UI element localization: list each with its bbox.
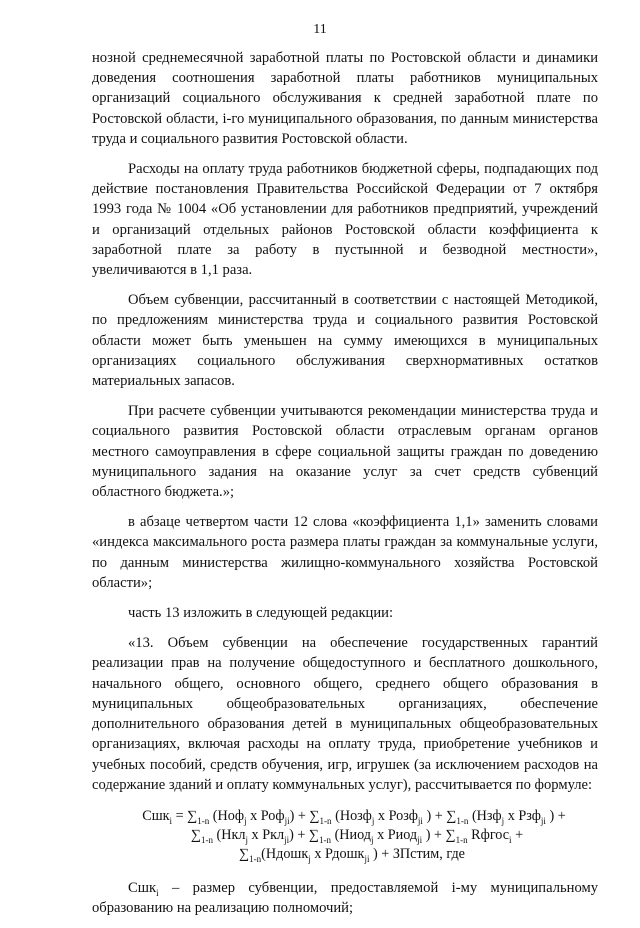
paragraph-definition: Сшк$_i$ – размер субвенции, предоставляемой i-му муниципальному образованию на реализацию полномочий;	[92, 879, 598, 917]
formula-line-1: $Сшк_i = \sum_{1-n}$ (Ноф$_j$ х $Роф_{ji}) + \sum_{1-n}$ (Нозф$_j$ х Розф$_{ji}$ ) + $\sum_{1-n}$ (Нзф$_j$ х Рзф$_{ji}$ ) +	[142, 807, 566, 826]
paragraph-4: При расчете субвенции учитываются рекомендации министерства труда и социального развития Ростовской области отраслевым органам органов местного самоуправления в сфере социальной защиты граждан по доведению муниципального задания на оказание услуг за счет средств субвенций областного бюджета.»;	[92, 403, 598, 501]
paragraph-2: Расходы на оплату труда работников бюджетной сферы, подпадающих под действие постановления Правительства Российской Федерации от 7 октября 1993 года № 1004 «Об установлении для работников предприятий, учреждений и организаций отдельных районов Ростовской области коэффициента к заработной плате за работу в пустынной и безводной местности», увеличиваются в 1,1 раза.	[92, 161, 598, 279]
formula-line-2: $\sum_{1-n}$ (Нкл$_j$ х $Ркл_{ji}) + \sum_{1-n}$ (Ниод$_j$ х Риод$_{ji}$ ) + $\sum_{1-n}$ Rфгос$_i$ +	[190, 826, 524, 845]
page-number: 11	[313, 22, 327, 37]
document-body	[92, 48, 598, 928]
paragraph-6: часть 13 изложить в следующей редакции:	[128, 605, 394, 622]
paragraph-1: нозной среднемесячной заработной платы по Ростовской области и динамики доведения соотношения заработной платы работников муниципальных организаций социального обслуживания к средней заработной плате по Ростовской области, i-го муниципального образования, по данным министерства труда и социального развития Ростовской области.	[92, 50, 598, 147]
subsidy-formula	[92, 807, 598, 864]
paragraph-7: «13. Объем субвенции на обеспечение государственных гарантий реализации прав на получение общедоступного и бесплатного дошкольного, начального общего, основного общего, среднего общего образования в муниципальных общеобразовательных организациях, обеспечение дополнительного образования детей в муниципальных общеобразовательных организациях, включая расходы на оплату труда, приобретение учебников и учебных пособий, средств обучения, игр, игрушек (за исключением расходов на содержание зданий и оплату коммунальных услуг), рассчитывается по формуле:	[92, 635, 598, 793]
formula-line-3: $\sum_{1-n}(Ндошк_j$ х Рдошк$_{ji}$ ) + ЗПстим, где	[239, 845, 465, 864]
paragraph-5: в абзаце четвертом части 12 слова «коэффициента 1,1» заменить словами «индекса максимального роста размера платы граждан за коммунальные услуги, по данным министерства жилищно-коммунального хозяйства Ростовской области»;	[92, 514, 598, 591]
paragraph-3: Объем субвенции, рассчитанный в соответствии с настоящей Методикой, по предложениям министерства труда и социального развития Ростовской области может быть уменьшен на сумму имеющихся в муниципальных организациях социального обслуживания сверхнормативных остатков материальных запасов.	[92, 292, 598, 390]
